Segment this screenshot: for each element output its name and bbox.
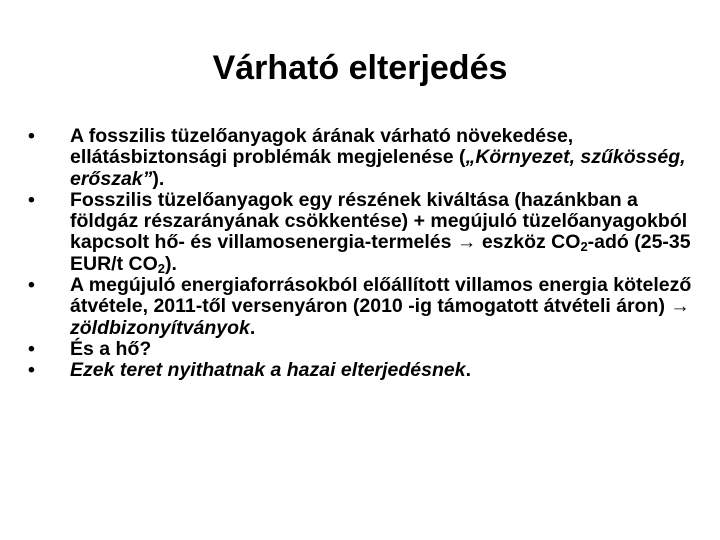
bullet-dot-icon: • — [28, 359, 35, 382]
bullet-text: . — [465, 359, 472, 382]
bullet-text: . — [249, 316, 256, 339]
subscript: 2 — [157, 260, 165, 276]
bullet-item-3 — [28, 275, 708, 339]
bullet-item-2 — [28, 190, 708, 275]
bullet-dot-icon: • — [28, 337, 35, 360]
bullet-dot-icon: • — [28, 274, 35, 297]
bullet-dot-icon: • — [28, 125, 35, 147]
bullet-item-4 — [28, 339, 708, 360]
slide-title: Várható elterjedés — [212, 49, 508, 87]
bullet-text: Fosszilis tüzelőanyagok egy részének kiváltása (hazánkban a földgáz részarányának csökkentése) + megújuló tüzelőanyagokból kapcsolt hő- és villamosenergia-termelés → eszköz CO — [70, 188, 688, 254]
bullet-quote: „Környezet, szűkösség, erőszak” — [70, 146, 686, 190]
bullet-emphasis: Ezek teret nyithatnak a hazai elterjedésnek — [70, 359, 466, 382]
bullet-text: A fosszilis tüzelőanyagok árának várható növekedése, ellátásbiztonsági problémák megjelenése ( — [70, 125, 574, 169]
bullet-item-5 — [28, 360, 708, 381]
bullet-text: ). — [164, 252, 177, 275]
bullet-list — [28, 126, 708, 382]
bullet-emphasis: zöldbizonyítványok — [70, 316, 250, 339]
bullet-item-1 — [28, 126, 708, 190]
bullet-text: A megújuló energiaforrásokból előállított villamos energia kötelező átvétele, 2011-től versenyáron (2010 -ig támogatott átvételi áron) → — [70, 274, 692, 318]
bullet-dot-icon: • — [28, 188, 35, 211]
bullet-text: -adó (25-35 EUR/t CO — [70, 231, 691, 275]
subscript: 2 — [580, 239, 588, 255]
bullet-text: És a hő? — [70, 337, 152, 360]
bullet-text: ). — [152, 167, 165, 190]
